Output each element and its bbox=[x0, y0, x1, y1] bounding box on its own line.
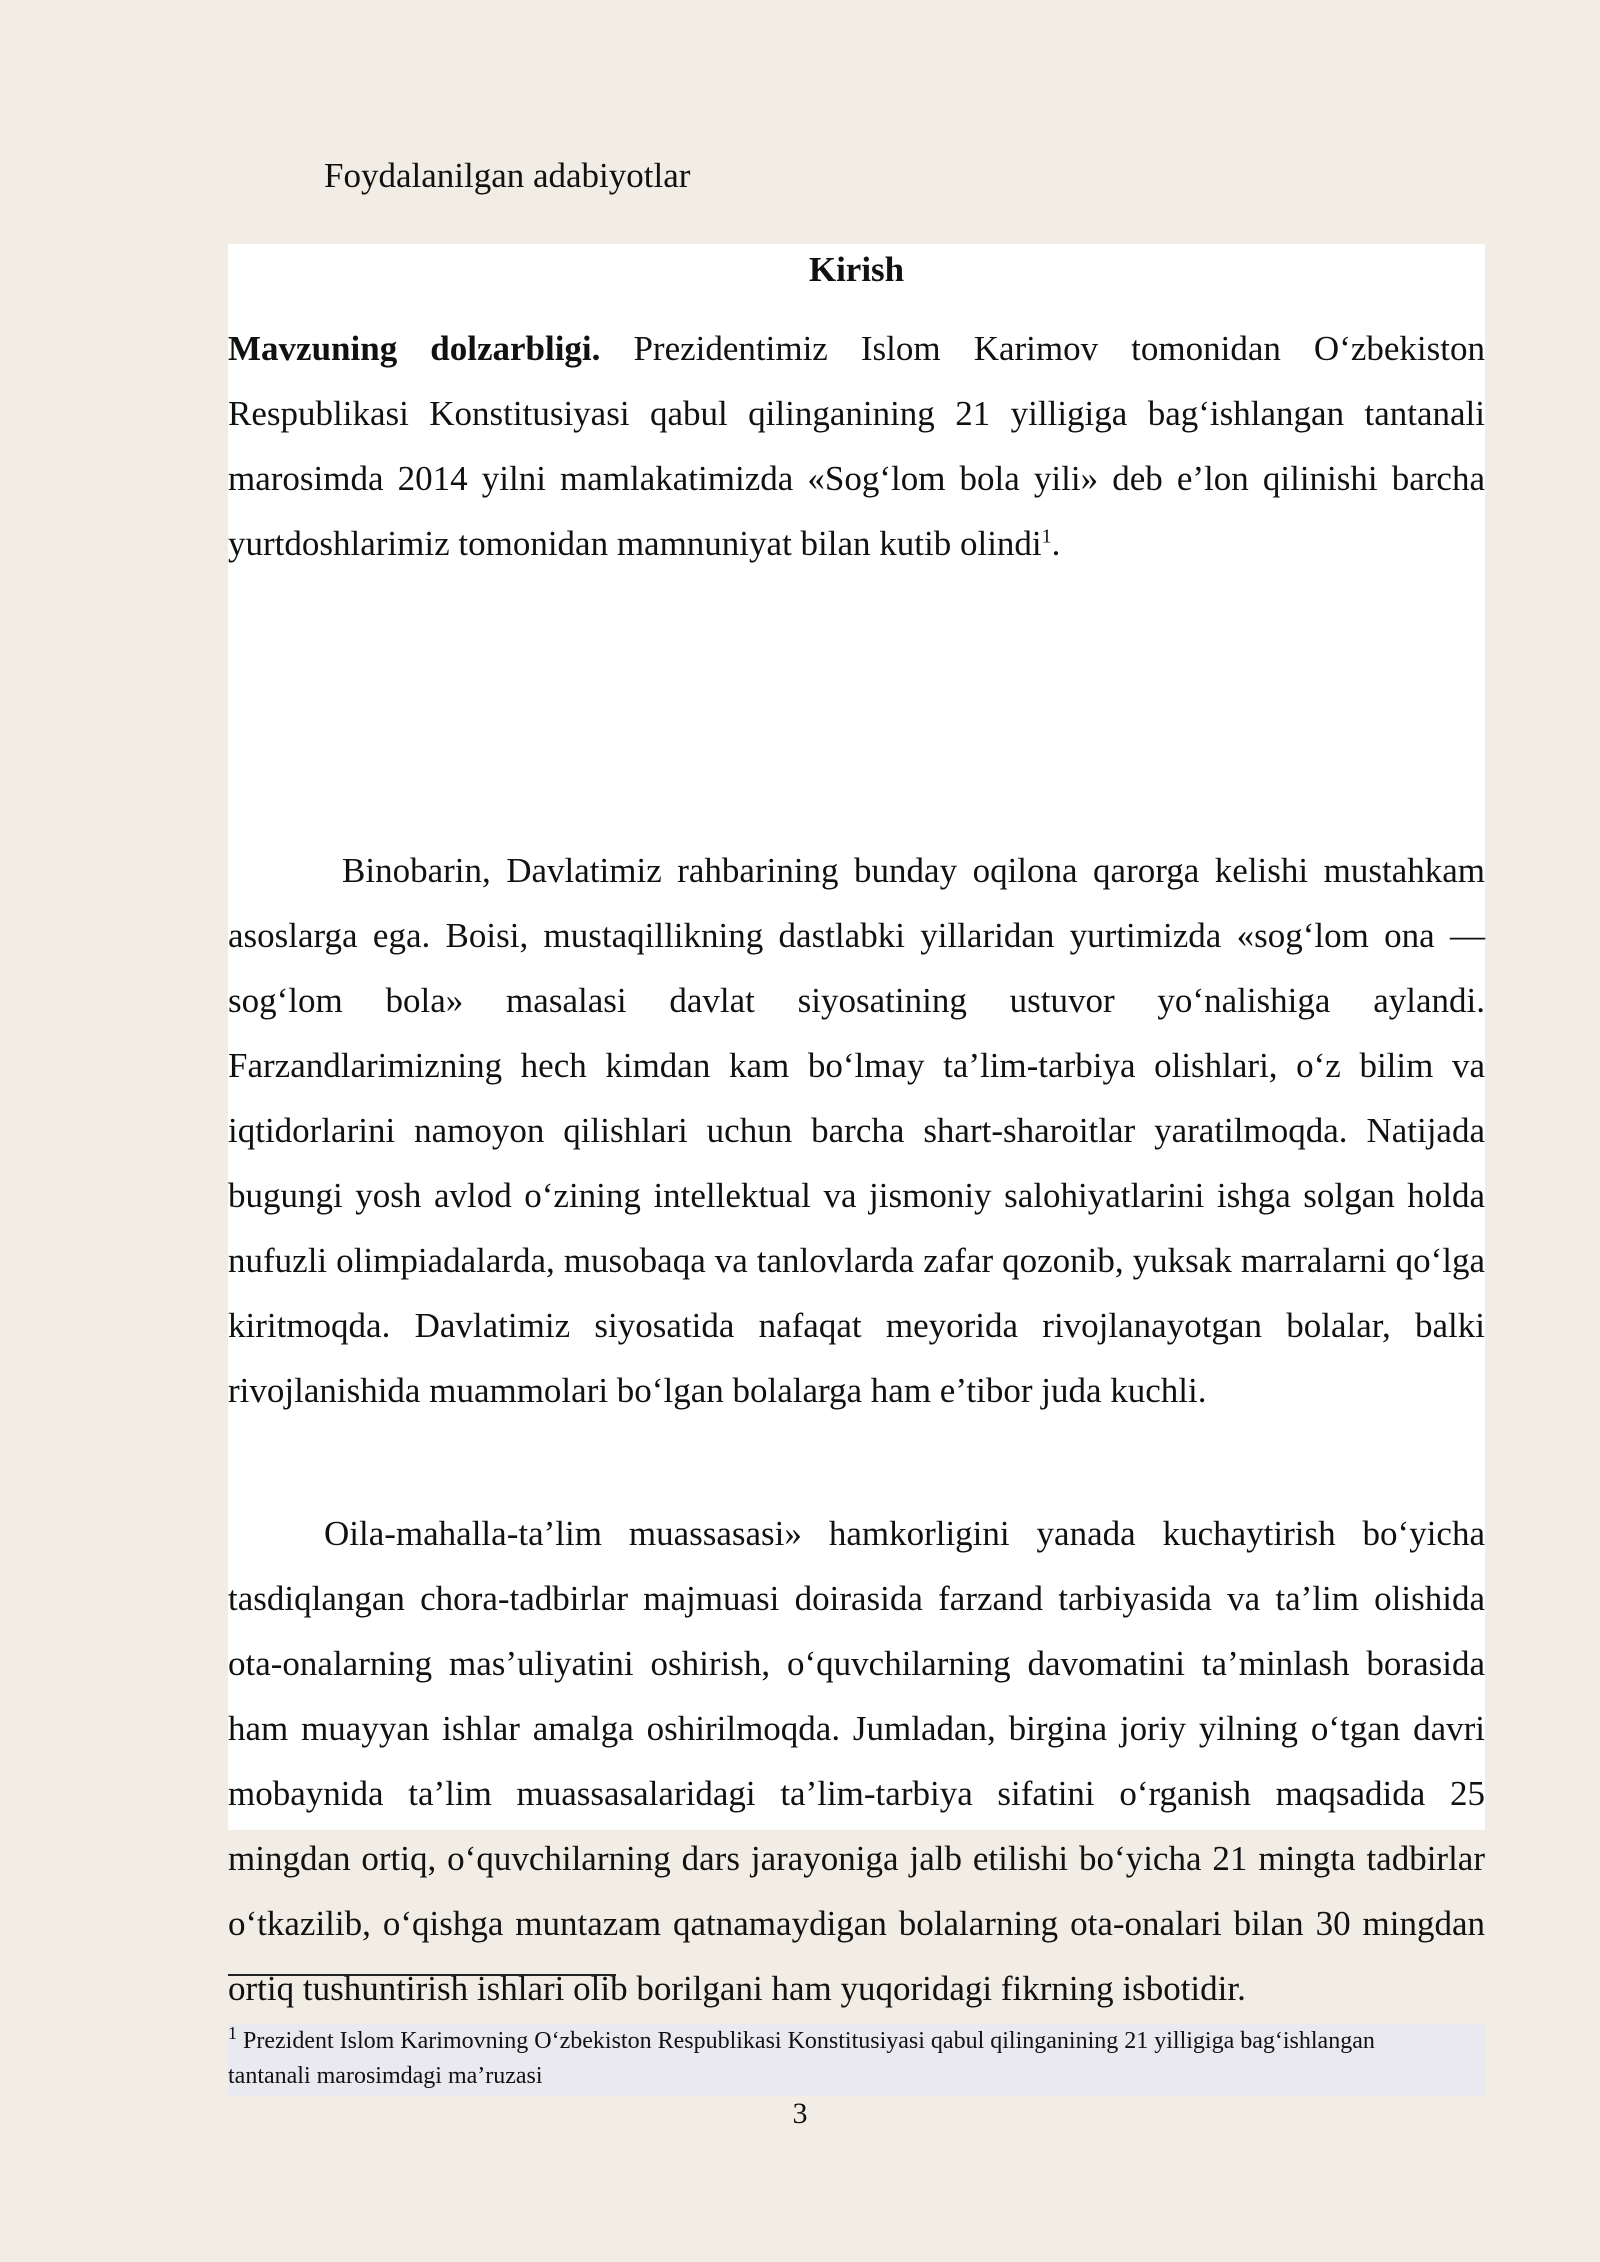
section-introduction bbox=[228, 244, 1486, 2008]
section-heading: Kirish bbox=[808, 250, 905, 289]
paragraph-relevance bbox=[228, 316, 1485, 576]
paragraph-binobarin: Binobarin, Davlatimiz rahbarining bunday oqilona qarorga kelishi mustahkam asoslarga ega. Boisi, mustaqillikning dastlabki yillaridan yurtimizda «sog‘lom ona — sog‘lom bola» masalasi davlat siyosatining ustuvor yo‘nalishiga aylandi. Farzandlarimizning hech kimdan kam bo‘lmay ta’lim-tarbiya olishlari, o‘z bilim va iqtidorlarini namoyon qilishlari uchun barcha shart-sharoitlar yaratilmoqda. Natijada bugungi yosh avlod o‘zining intellektual va jismoniy salohiyatlarini ishga solgan holda nufuzli olimpiadalarda, musobaqa va tanlovlarda zafar qozonib, yuksak marralarni qo‘lga kiritmoqda. Davlatimiz siyosatida nafaqat meyorida rivojlanayotgan bolalar, balki rivojlanishida muammolari bo‘lgan bolalarga ham e’tibor juda kuchli. bbox=[228, 851, 1485, 1410]
footnote bbox=[228, 2024, 1485, 2096]
footnote-text: Prezident Islom Karimovning O‘zbekiston Respublikasi Konstitusiyasi qabul qilinganining 21 yilligiga bag‘ishlangan tantanali marosimdagi ma’ruzasi bbox=[228, 2028, 1375, 2089]
paragraph-oila-mahalla: Oila-mahalla-ta’lim muassasasi» hamkorligini yanada kuchaytirish bo‘yicha tasdiqlangan chora-tadbirlar majmuasi doirasida farzand tarbiyasida va ta’lim olishida ota-onalarning mas’uliyatini oshirish, o‘quvchilarning davomatini ta’minlash borasida ham muayyan ishlar amalga oshirilmoqda. Jumladan, birgina joriy yilning o‘tgan davri mobaynida ta’lim muassasalaridagi ta’lim-tarbiya sifatini o‘rganish maqsadida 25 mingdan ortiq, o‘quvchilarning dars jarayoniga jalb etilishi bo‘yicha 21 mingta tadbirlar o‘tkazilib, o‘qishga muntazam qatnamaydigan bolalarning ota-onalari bilan 30 mingdan ortiq tushuntirish ishlari olib borilgani ham yuqoridagi fikrning isbotidir. bbox=[228, 1514, 1485, 2008]
footnote-marker: 1 bbox=[228, 2023, 237, 2043]
relevance-lead: Mavzuning dolzarbligi. bbox=[228, 329, 601, 368]
toc-entry-references: Foydalanilgan adabiyotlar bbox=[324, 156, 691, 195]
footnote-separator bbox=[228, 1974, 616, 1976]
relevance-end: . bbox=[1051, 524, 1061, 563]
footnote-reference[interactable]: 1 bbox=[1041, 525, 1052, 548]
relevance-text: Prezidentimiz Islom Karimov tomonidan O‘zbekiston Respublikasi Konstitusiyasi qabul qilinganining 21 yilligiga bag‘ishlangan tantanali marosimda 2014 yilni mamlakatimizda «Sog‘lom bola yili» deb e’lon qilinishi barcha yurtdoshlarimiz tomonidan mamnuniyat bilan kutib olindi bbox=[228, 329, 1486, 563]
page-number: 3 bbox=[792, 2097, 808, 2130]
